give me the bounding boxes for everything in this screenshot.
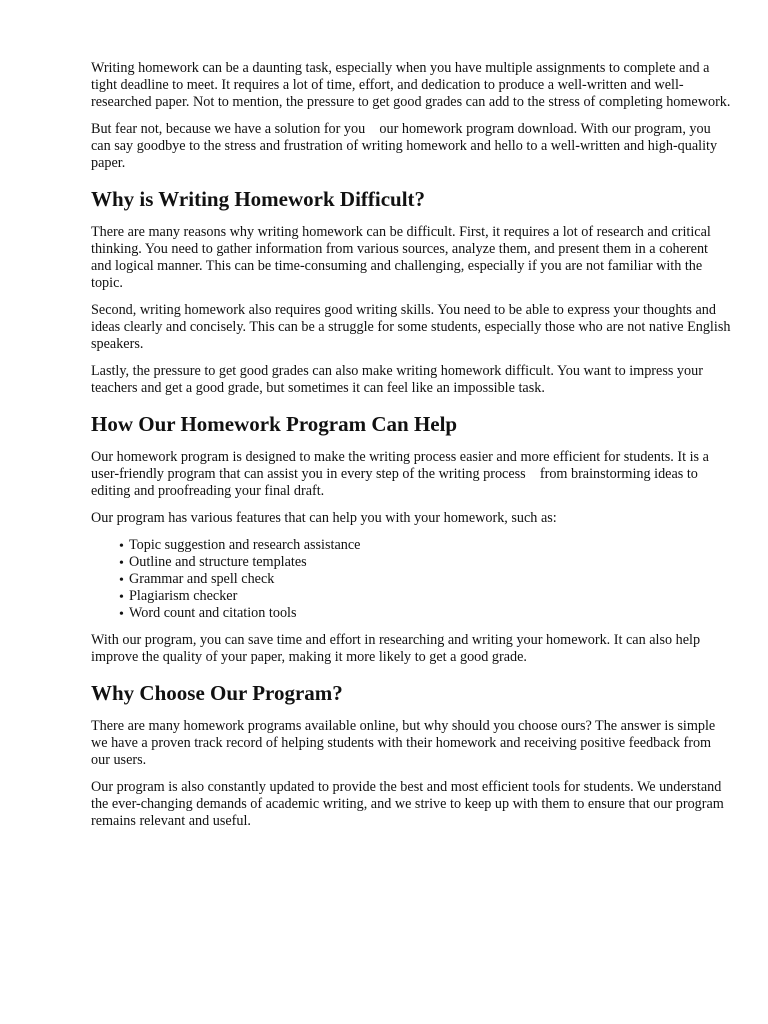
section-heading-difficult: Why is Writing Homework Difficult? [91, 187, 426, 211]
list-item: • Word count and citation tools [129, 605, 731, 622]
list-item: • Grammar and spell check [129, 571, 731, 588]
intro-paragraph-1: Writing homework can be a daunting task, especially when you have multiple assignments to complete and a tight deadline to meet. It requires a lot of time, effort, and dedication to produce a well-written and well-researched paper. Not to mention, the pressure to get good grades can add to the stress of completing homework. [91, 60, 731, 110]
choose-paragraph-2: Our program is also constantly updated to provide the best and most efficient tools for students. We understand the ever-changing demands of academic writing, and we strive to keep up with them to ensure that our program remains relevant and useful. [91, 779, 724, 829]
section-heading-choose: Why Choose Our Program? [91, 681, 343, 705]
intro-paragraph-2: But fear not, because we have a solution for you our homework program download. With our program, you can say goodbye to the stress and frustration of writing homework and hello to a well-written and high-quality paper. [91, 121, 721, 171]
list-item: • Topic suggestion and research assistance [129, 537, 731, 554]
section-heading-help: How Our Homework Program Can Help [91, 412, 458, 436]
difficult-paragraph-1: There are many reasons why writing homework can be difficult. First, it requires a lot of research and critical thinking. You need to gather information from various sources, analyze them, and present them in a coherent and logical manner. This can be time-consuming and challenging, especially if you are not familiar with the topic. [91, 224, 711, 291]
document-page [91, 60, 731, 830]
list-item: • Outline and structure templates [129, 554, 731, 571]
choose-paragraph-1: There are many homework programs available online, but why should you choose ours? The answer is simple we have a proven track record of helping students with their homework and receiving positive feedback from our users. [91, 718, 730, 768]
list-item: • Plagiarism checker [129, 588, 731, 605]
difficult-paragraph-3: Lastly, the pressure to get good grades can also make writing homework difficult. You want to impress your teachers and get a good grade, but sometimes it can feel like an impossible task. [91, 363, 703, 396]
help-paragraph-3: With our program, you can save time and effort in researching and writing your homework. It can also help improve the quality of your paper, making it more likely to get a good grade. [91, 632, 701, 665]
help-paragraph-2: Our program has various features that can help you with your homework, such as: [91, 510, 557, 526]
features-list [91, 537, 731, 622]
help-paragraph-1: Our homework program is designed to make the writing process easier and more efficient for students. It is a user-friendly program that can assist you in every step of the writing process from brainstorming ideas to editing and proofreading your final draft. [91, 449, 713, 499]
difficult-paragraph-2: Second, writing homework also requires good writing skills. You need to be able to express your thoughts and ideas clearly and concisely. This can be a struggle for some students, especially those who are not native English speakers. [91, 302, 731, 352]
